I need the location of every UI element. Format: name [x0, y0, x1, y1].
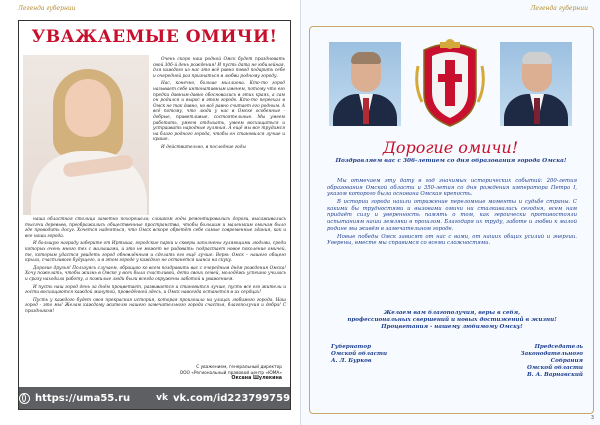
- page-number: 3: [590, 415, 594, 421]
- signature-line: В. А. Варнавский: [526, 372, 583, 378]
- governor-portrait: [329, 42, 401, 126]
- signature-line: Омской области: [526, 365, 583, 371]
- wish-block: [327, 310, 577, 331]
- full-paragraph: И большую награду заберите от Иртыша, городские парки и скверы заполнены гуляющими людьми, среди которых очень много тех с малышами, и это не может не радовать: подрастает новое поколение омичей, те, которым удастся увидеть город обновлённым и сделать его ещё лучше. Верю: Омск – нашего общего крыла, счастливого будущего, и в этом городе у каждого не останется шанса на скуку.: [25, 241, 286, 264]
- full-paragraph: Пусть у каждого будет своя прекрасная история, которая произошла на улицах любимого города. Наш город - это мы! Желаю каждому жителю нашего замечательного города счастья, благополучия и добра! С праздником!: [25, 297, 286, 314]
- wish-line: профессиональных свершений и новых достижений в жизни!: [347, 317, 557, 323]
- signature-line: Собрания: [550, 358, 583, 364]
- right-title: Дорогие омичи!: [382, 138, 519, 157]
- right-paragraph: В истории города нашли отражение переломные моменты и судьбе страны. С какими бы трудностями и вызовами омичи ни сталкивались сегодня, всем нам придаёт силу и уверенность память о том, как героически противостояли испытаниям наши земляки в прошлом. Благодаря их труду, заботе и любви к малой родине мы живём в замечательном городе.: [327, 199, 577, 232]
- right-subtitle: Поздравляем вас с 306-летием со дня образования города Омска!: [335, 158, 567, 164]
- signature-line: Законодательного: [520, 351, 583, 357]
- side-text: [153, 57, 285, 153]
- right-body-text: [327, 178, 577, 248]
- website-text: https://uma55.ru: [34, 392, 131, 404]
- vk-text: vk.com/id223799759: [172, 392, 291, 404]
- right-header-script: Легенда губернии: [530, 5, 588, 12]
- signature-line: С уважением, генеральный директор: [196, 365, 282, 370]
- signature-line: Губернатор: [331, 344, 371, 350]
- signature-line: Омской области: [331, 351, 388, 357]
- signature-block: [180, 365, 282, 382]
- right-paragraph: Новые победы Омск зависят от нас с вами, от наших общих усилий и энергии. Уверены, вместе мы справимся со всеми сложностями.: [327, 233, 577, 247]
- side-paragraph: Очень скоро наш родной Омск будет праздновать свой 306-й день рождения! И пусть дата не юбилейная, для каждого из нас это всё равно повод подарить себе и очередной раз признаться в любви родному городу.: [153, 57, 285, 79]
- chairman-signature: [497, 344, 583, 379]
- vk-link[interactable]: [156, 393, 290, 404]
- signature-line: А. Л. Бурков: [331, 358, 372, 364]
- left-title: УВАЖАЕМЫЕ ОМИЧИ!: [31, 27, 278, 47]
- signature-name: Оксана Шулекина: [231, 376, 282, 382]
- portrait-photo: [23, 55, 149, 215]
- signature-company: ООО «Региональный правовой центр «ЮМА»: [179, 370, 282, 376]
- governor-signature: [331, 344, 431, 365]
- greeting-frame: [18, 20, 291, 410]
- side-paragraph: Нас, конечно, больше миллиона. Кто-то город называет себе интонативным именем, потому что его предки давным-давно обосновались в этих краях, а сам он родился и вырос в этом городе. Кто-то переехал в Омск не так давно, но всё равно считает его родным. А всё потому, что люди у нас в Омске особенные - добрые, приветливые, состоятельные. Мы умеем работать, умеем отдыхать, умеем восхищаться и устраивать народные гуляния. А ещё мы все трудимся на благо родного города, чтобы он становился лучше и краше.: [153, 81, 285, 143]
- coat-of-arms-icon: [414, 36, 486, 128]
- full-paragraph: Дорогие друзья! Пользуясь случаем, обращаю ко всем поздравить вас с очередным днём рождения Омска! Хочу пожелать, чтобы жизнь в Омске у всех была счастливой, дети своих семей, молодёжь успешно училась и сразу находила работу, а пожилые люди были всегда окружены заботой и уважением.: [25, 265, 286, 282]
- wish-line: Процветания - нашему любимому Омску!: [381, 324, 523, 330]
- full-text: [25, 217, 286, 317]
- left-header-script: Легенда губернии: [18, 5, 76, 12]
- right-paragraph: Мы отмечаем эту дату в год значимых исторических событий: 200-летия образования Омской области и 350-летия со дня рождения императора Петра I, указом которого была основана Омская крепость.: [327, 178, 577, 198]
- vk-icon: vk: [156, 393, 168, 403]
- right-page: [301, 0, 600, 425]
- full-paragraph: наша областная столица заметно похорошела: слишком годы ремонтировались дороги, высаживались тысячи деревьев, преображались общественные пространства, чтобы большим и маленьким омичам было где проводить досуг. Хочется надеяться, что Омск вскоре обретёт себе самые современные здания, как и все наши города.: [25, 217, 286, 239]
- full-paragraph: И пусть наш город день за днём процветает, развивается и становится лучше, пусть все его жители и гости восхищаются каждой минутой, проведённой здесь, и Омск навсегда останется в их сердцах!: [25, 284, 286, 296]
- footer-bar: [19, 387, 290, 409]
- chairman-portrait: [500, 42, 572, 126]
- wish-line: Желаем вам благополучия, веры в себя,: [383, 310, 521, 316]
- signature-line: Председатель: [534, 344, 583, 350]
- globe-icon: [19, 393, 30, 404]
- side-paragraph: И действительно, в последние годы: [161, 144, 246, 150]
- website-link[interactable]: [19, 393, 130, 404]
